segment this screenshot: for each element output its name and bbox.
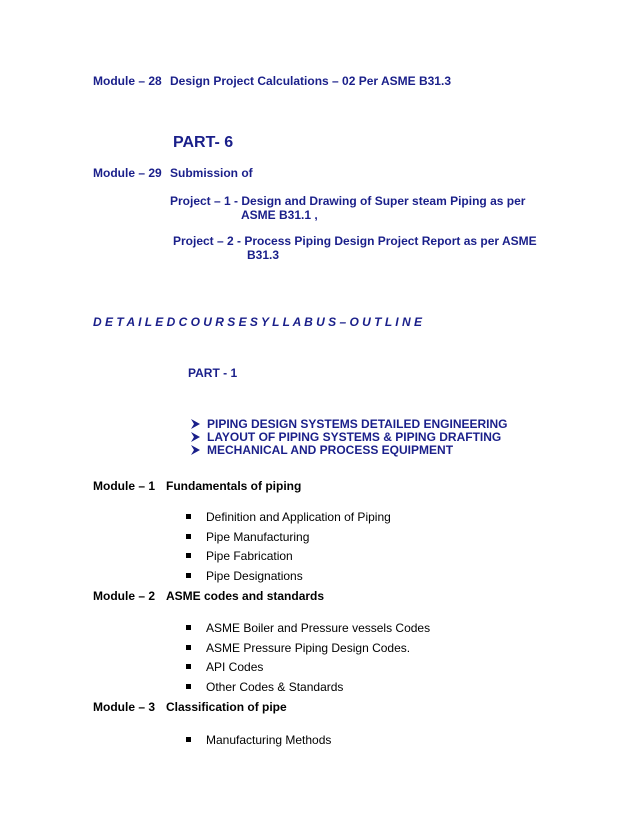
topic-text: PIPING DESIGN SYSTEMS DETAILED ENGINEERING	[207, 417, 508, 431]
list-item-text: Pipe Designations	[206, 569, 303, 583]
square-bullet-icon	[186, 684, 191, 689]
square-bullet-icon	[186, 534, 191, 539]
module-2-title: ASME codes and standards	[166, 589, 325, 603]
module-2-label: Module – 2	[93, 589, 156, 603]
syllabus-heading: D E T A I L E D C O U R S E S Y L L A B U S – O U T L I N E	[93, 315, 422, 329]
module-3-label: Module – 3	[93, 700, 156, 714]
list-item-text: Manufacturing Methods	[206, 733, 332, 747]
list-item-text: API Codes	[206, 660, 264, 674]
square-bullet-icon	[186, 664, 191, 669]
module-29-title: Submission of	[170, 166, 253, 180]
list-item-text: ASME Pressure Piping Design Codes.	[206, 641, 411, 655]
topic-text: MECHANICAL AND PROCESS EQUIPMENT	[207, 443, 454, 457]
square-bullet-icon	[186, 737, 191, 742]
arrowhead-bullet-icon	[190, 417, 202, 431]
list-item-text: Other Codes & Standards	[206, 680, 344, 694]
topic-text: LAYOUT OF PIPING SYSTEMS & PIPING DRAFTING	[207, 430, 502, 444]
project-2-line-2: B31.3	[247, 248, 280, 262]
square-bullet-icon	[186, 553, 191, 558]
project-1-line-2: ASME B31.1 ,	[241, 208, 318, 222]
arrowhead-bullet-icon	[190, 430, 202, 444]
module-1-title: Fundamentals of piping	[166, 479, 302, 493]
list-item-text: Pipe Fabrication	[206, 549, 293, 563]
project-1-line-1: Project – 1 - Design and Drawing of Super steam Piping as per	[170, 194, 526, 208]
module-1-label: Module – 1	[93, 479, 156, 493]
list-item-text: ASME Boiler and Pressure vessels Codes	[206, 621, 431, 635]
square-bullet-icon	[186, 645, 191, 650]
part-6-heading: PART- 6	[173, 134, 234, 151]
square-bullet-icon	[186, 573, 191, 578]
list-item-text: Pipe Manufacturing	[206, 530, 310, 544]
square-bullet-icon	[186, 514, 191, 519]
arrowhead-bullet-icon	[190, 443, 202, 457]
project-2-line-1: Project – 2 - Process Piping Design Project Report as per ASME	[173, 234, 537, 248]
part-1-heading: PART - 1	[188, 366, 238, 380]
module-28-label: Module – 28	[93, 74, 162, 88]
square-bullet-icon	[186, 625, 191, 630]
list-item-text: Definition and Application of Piping	[206, 510, 391, 524]
module-3-title: Classification of pipe	[166, 700, 287, 714]
module-29-label: Module – 29	[93, 166, 162, 180]
module-28-title: Design Project Calculations – 02 Per ASME B31.3	[170, 74, 451, 88]
